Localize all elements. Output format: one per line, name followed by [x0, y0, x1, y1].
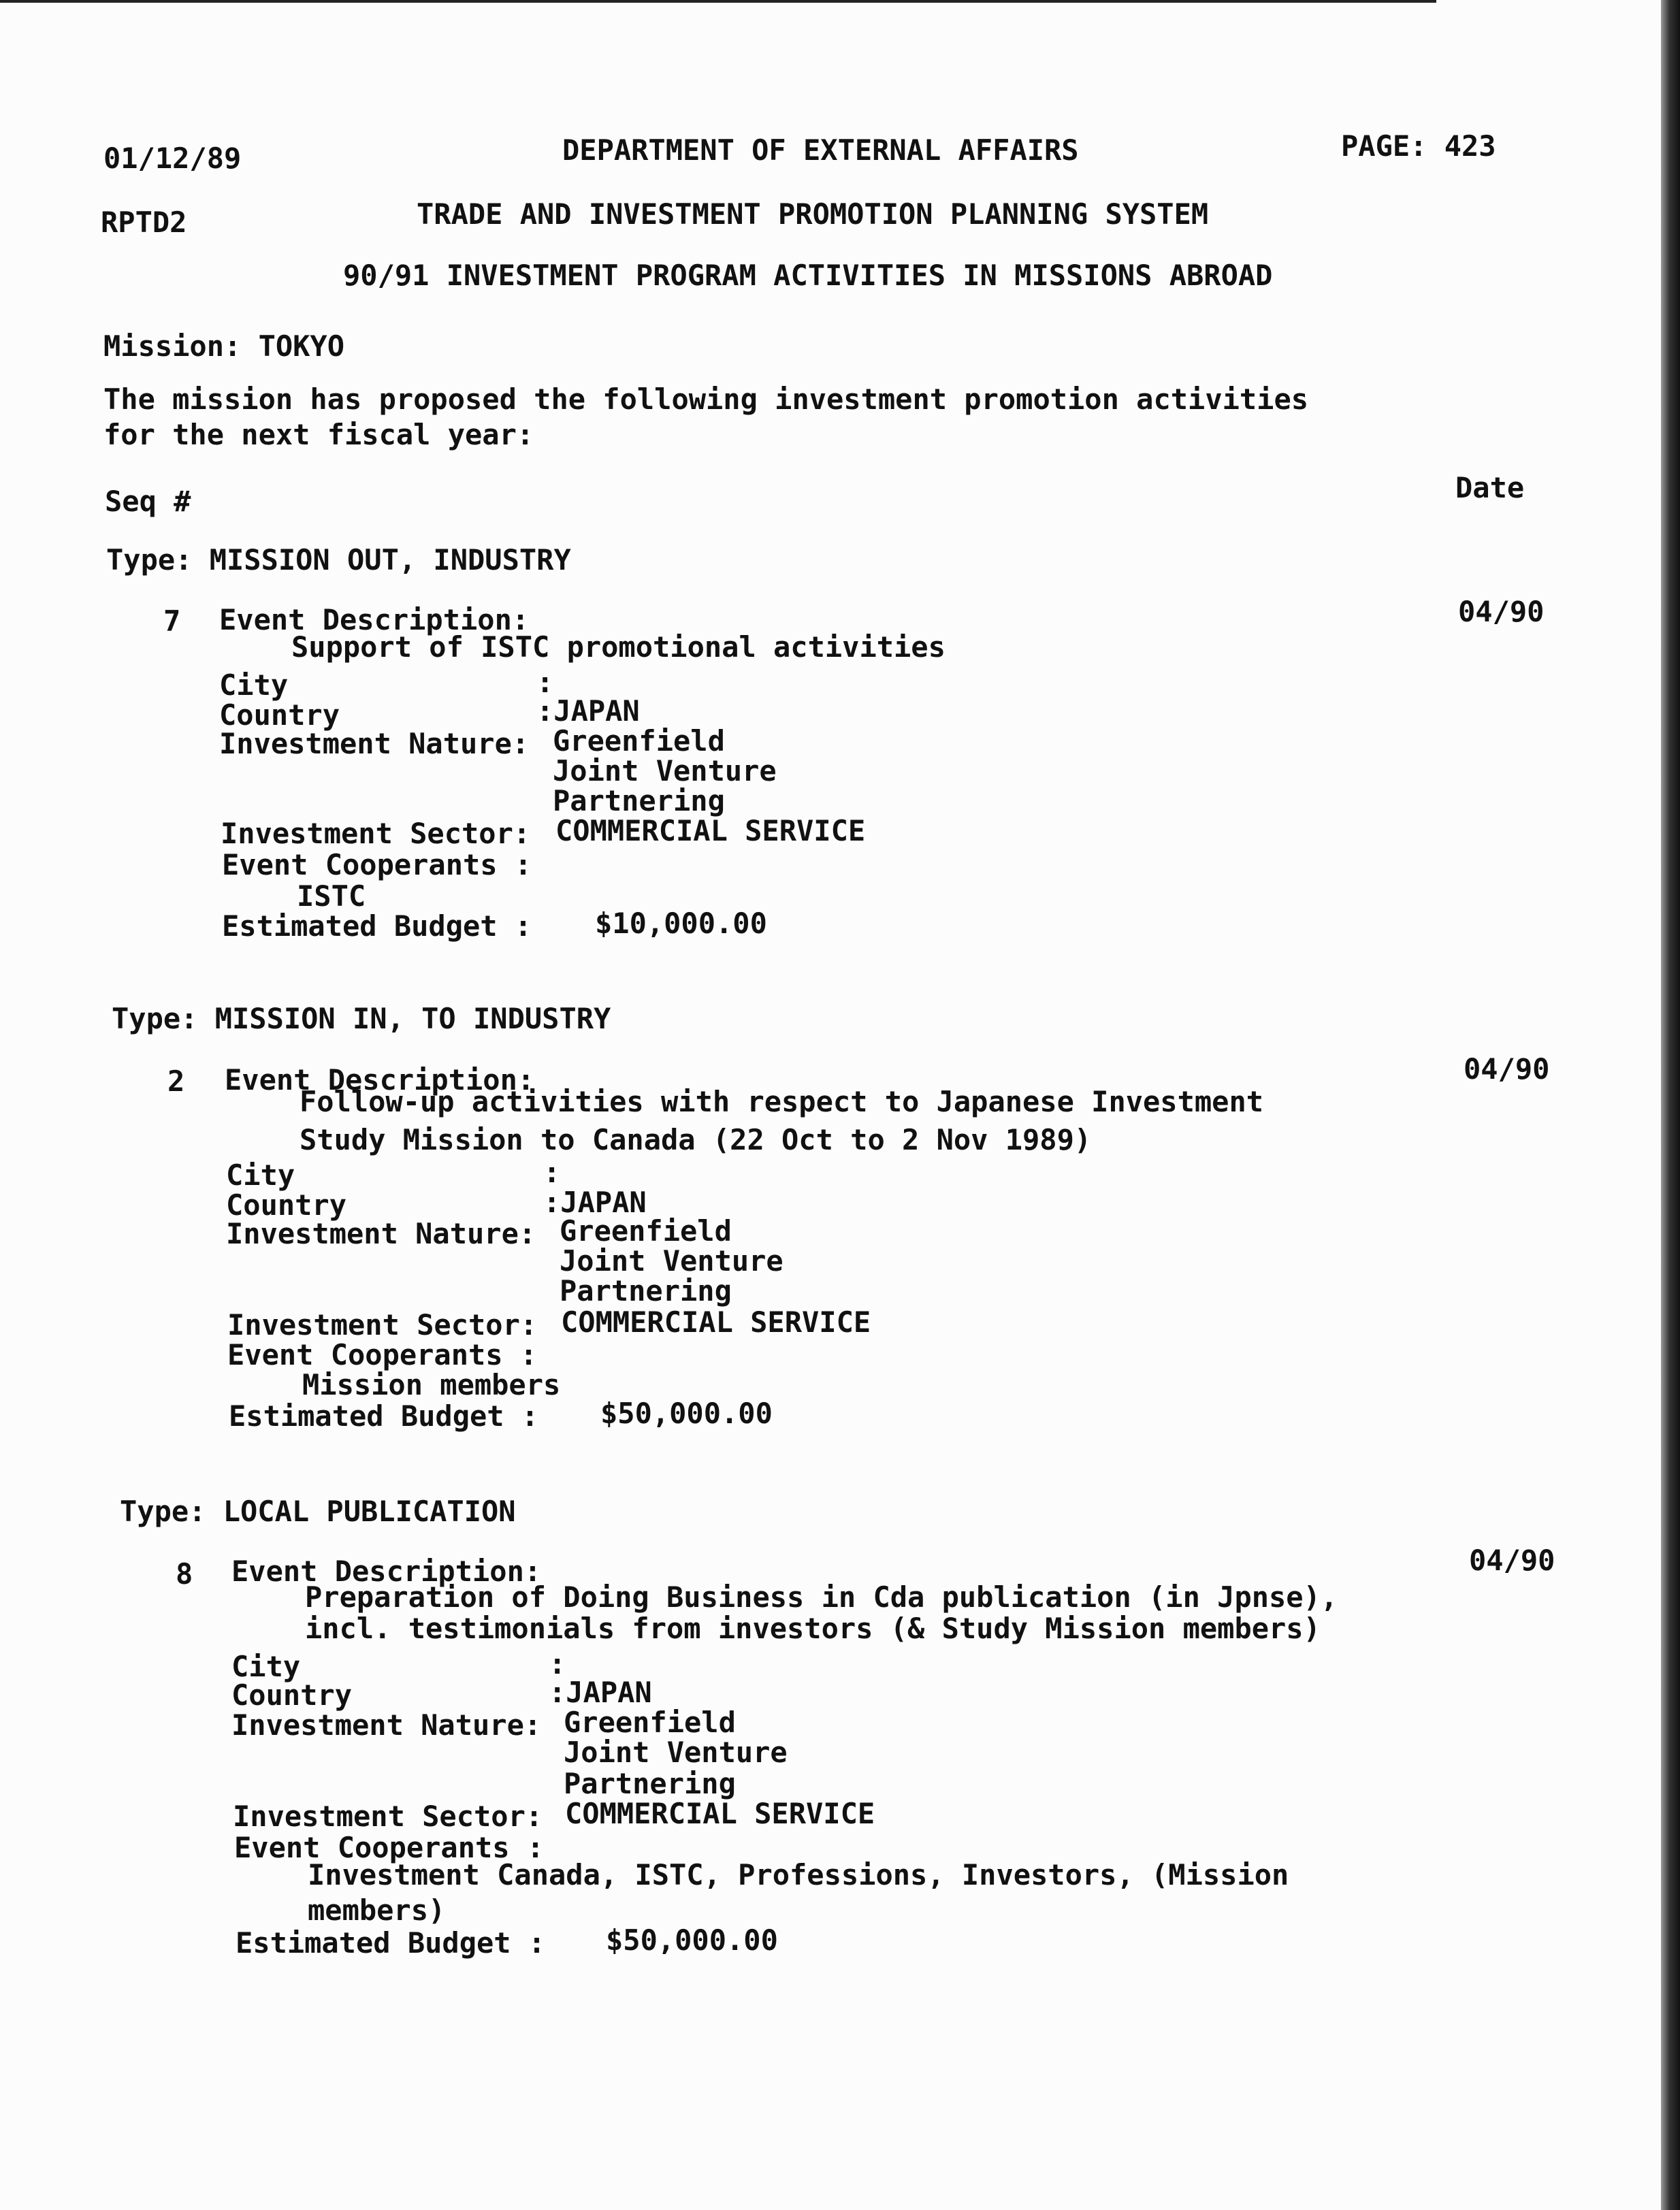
event-description-line: incl. testimonials from investors (& Study Mission members): [305, 1612, 1321, 1645]
mission-name: Mission: TOKYO: [103, 329, 345, 363]
investment-nature-label: Investment Nature:: [219, 727, 530, 760]
city-label: City: [231, 1650, 301, 1683]
department-name: DEPARTMENT OF EXTERNAL AFFAIRS: [562, 133, 1079, 167]
country-value: :JAPAN: [549, 1676, 652, 1709]
city-label: City: [226, 1158, 295, 1192]
event-seq: 2: [167, 1065, 185, 1098]
event-cooperants-label: Event Cooperants :: [222, 848, 532, 881]
event-description-line: Follow-up activities with respect to Japanese Investment: [300, 1085, 1264, 1118]
top-rule: [0, 0, 1436, 3]
country-label: Country: [231, 1678, 353, 1712]
intro-line-1: The mission has proposed the following investment promotion activities: [103, 383, 1309, 416]
event-cooperants-value: members): [308, 1894, 446, 1927]
section-type: Type: MISSION OUT, INDUSTRY: [106, 543, 571, 576]
city-value: :: [543, 1156, 561, 1189]
country-label: Country: [219, 698, 340, 732]
event-cooperants-value: Investment Canada, ISTC, Professions, Investors, (Mission: [308, 1858, 1289, 1891]
intro-line-2: for the next fiscal year:: [103, 418, 534, 451]
investment-sector-label: Investment Sector:: [221, 817, 531, 850]
investment-nature-value: Partnering: [560, 1274, 732, 1307]
city-value: :: [549, 1647, 566, 1680]
report-date: 01/12/89: [103, 142, 242, 175]
estimated-budget-value: $50,000.00: [600, 1397, 773, 1430]
event-cooperants-value: Mission members: [302, 1368, 561, 1401]
event-cooperants-label: Event Cooperants :: [234, 1831, 545, 1864]
estimated-budget-label: Estimated Budget :: [229, 1399, 539, 1433]
investment-nature-value: Partnering: [564, 1767, 736, 1800]
investment-nature-value: Greenfield: [553, 724, 725, 758]
city-label: City: [219, 668, 289, 702]
investment-nature-value: Partnering: [553, 784, 725, 817]
section-type: Type: LOCAL PUBLICATION: [120, 1495, 516, 1528]
event-description-line: Study Mission to Canada (22 Oct to 2 Nov 1989): [300, 1123, 1092, 1156]
investment-sector-value: COMMERCIAL SERVICE: [561, 1305, 871, 1339]
estimated-budget-value: $50,000.00: [606, 1923, 778, 1957]
seq-column-header: Seq #: [105, 485, 191, 518]
investment-sector-label: Investment Sector:: [233, 1800, 543, 1833]
investment-nature-label: Investment Nature:: [226, 1217, 536, 1250]
estimated-budget-value: $10,000.00: [595, 907, 767, 940]
event-date: 04/90: [1458, 595, 1545, 628]
page-edge-shadow: [1661, 0, 1680, 2210]
event-seq: 7: [163, 604, 181, 638]
event-description-line: Preparation of Doing Business in Cda publication (in Jpnse),: [305, 1580, 1338, 1614]
investment-nature-label: Investment Nature:: [231, 1708, 542, 1742]
investment-nature-value: Greenfield: [564, 1706, 736, 1739]
country-value: :JAPAN: [543, 1186, 647, 1219]
report-id: RPTD2: [101, 206, 187, 239]
event-cooperants-label: Event Cooperants :: [227, 1338, 538, 1371]
event-description-line: Support of ISTC promotional activities: [291, 630, 946, 664]
event-date: 04/90: [1464, 1052, 1550, 1086]
estimated-budget-label: Estimated Budget :: [222, 909, 532, 943]
page-number: PAGE: 423: [1341, 129, 1496, 163]
city-value: :: [536, 666, 554, 699]
investment-nature-value: Joint Venture: [553, 754, 777, 787]
system-name: TRADE AND INVESTMENT PROMOTION PLANNING SYSTEM: [417, 197, 1209, 231]
section-type: Type: MISSION IN, TO INDUSTRY: [112, 1002, 611, 1035]
investment-sector-label: Investment Sector:: [227, 1308, 538, 1342]
investment-nature-value: Greenfield: [560, 1214, 732, 1248]
investment-sector-value: COMMERCIAL SERVICE: [565, 1797, 875, 1830]
event-seq: 8: [176, 1557, 193, 1591]
investment-nature-value: Joint Venture: [560, 1244, 784, 1278]
investment-nature-value: Joint Venture: [564, 1736, 788, 1769]
event-cooperants-value: ISTC: [297, 879, 366, 913]
report-title: 90/91 INVESTMENT PROGRAM ACTIVITIES IN MISSIONS ABROAD: [343, 259, 1273, 292]
estimated-budget-label: Estimated Budget :: [236, 1926, 546, 1960]
event-description-label: Event Description:: [219, 603, 530, 636]
event-description-label: Event Description:: [225, 1063, 535, 1096]
event-date: 04/90: [1469, 1544, 1555, 1577]
investment-sector-value: COMMERCIAL SERVICE: [555, 814, 866, 847]
event-description-label: Event Description:: [231, 1555, 542, 1588]
country-value: :JAPAN: [536, 694, 640, 728]
country-label: Country: [226, 1188, 347, 1222]
date-column-header: Date: [1455, 471, 1525, 504]
